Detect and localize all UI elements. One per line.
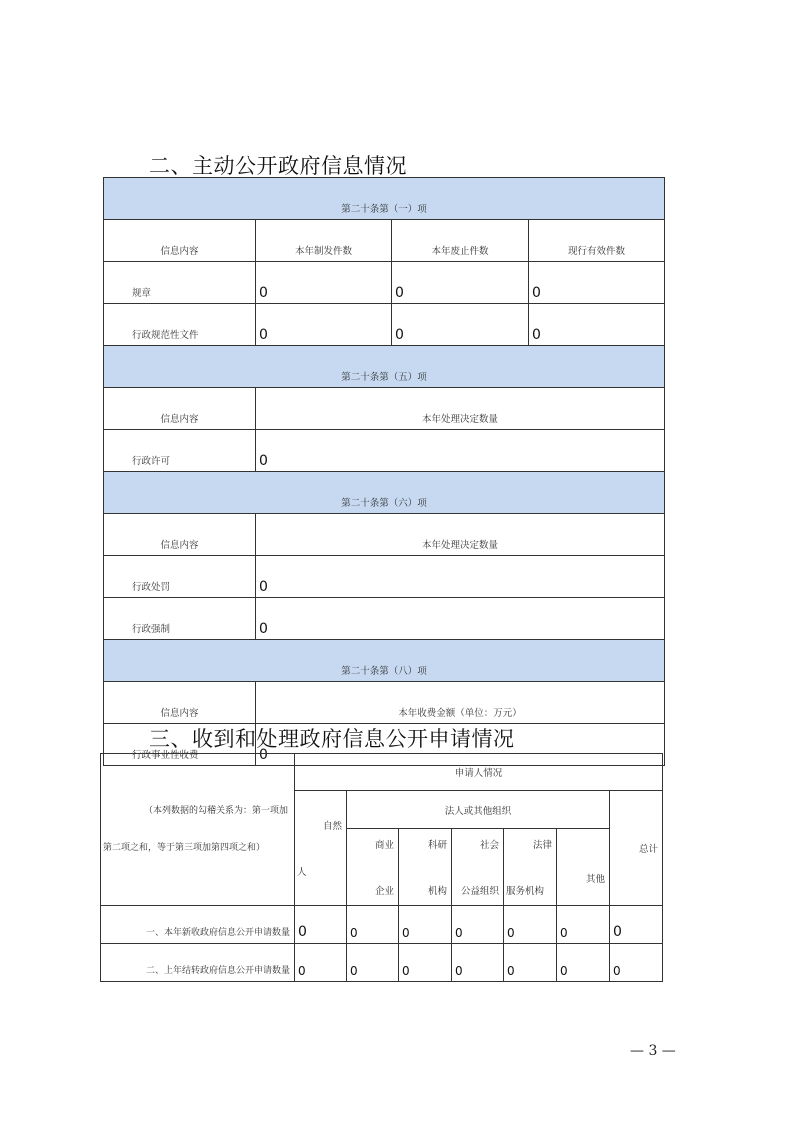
proactive-disclosure-table — [103, 177, 665, 766]
relationship-note — [101, 754, 295, 906]
other-header: 其他 — [557, 829, 610, 906]
cell-value: 0 — [504, 906, 557, 944]
table-row — [101, 906, 663, 944]
col-header-valid: 现行有效件数 — [529, 220, 665, 262]
cell-value: 0 — [256, 556, 665, 598]
applicant-header: 申请人情况 — [295, 754, 663, 791]
cell-value: 0 — [399, 944, 452, 982]
header-line-2: 企业 — [374, 886, 394, 897]
table-row — [101, 944, 663, 982]
col-header-issued: 本年制发件数 — [256, 220, 392, 262]
header-line-2: 公益组织 — [460, 886, 499, 897]
row-label: 规章 — [104, 262, 256, 304]
cell-value: 0 — [452, 906, 504, 944]
header-line-1: 科研 — [427, 840, 447, 851]
item1-header-row — [104, 178, 665, 220]
cell-value: 0 — [256, 598, 665, 640]
section-3-title: 三、收到和处理政府信息公开申请情况 — [149, 727, 515, 751]
cell-value: 0 — [295, 944, 347, 982]
cell-value: 0 — [256, 304, 392, 346]
applicant-header-row — [101, 754, 663, 791]
cell-value: 0 — [610, 944, 663, 982]
row-label: 行政许可 — [104, 430, 256, 472]
table-row — [104, 304, 665, 346]
page-number: — 3 — — [630, 1043, 676, 1059]
table-row — [104, 262, 665, 304]
row-label: 行政处罚 — [104, 556, 256, 598]
item8-column-row — [104, 682, 665, 724]
natural-person-line-1: 自然 — [322, 821, 342, 832]
item5-column-row — [104, 388, 665, 430]
cell-value: 0 — [557, 906, 610, 944]
cell-value: 0 — [452, 944, 504, 982]
cell-value: 0 — [295, 906, 347, 944]
cell-value: 0 — [529, 304, 665, 346]
natural-person-header — [295, 791, 347, 906]
legal-entity-header: 法人或其他组织 — [347, 791, 610, 829]
header-line-2: 机构 — [427, 886, 447, 897]
cell-value: 0 — [256, 262, 392, 304]
cell-value: 0 — [529, 262, 665, 304]
item5-header: 第二十条第（五）项 — [104, 346, 665, 388]
item1-header: 第二十条第（一）项 — [104, 178, 665, 220]
note-line-1: （本列数据的勾稽关系为：第一项加 — [143, 805, 288, 816]
cell-value: 0 — [347, 944, 399, 982]
col-header-abolished: 本年废止件数 — [392, 220, 529, 262]
col-header-decisions: 本年处理决定数量 — [256, 514, 665, 556]
cell-value: 0 — [504, 944, 557, 982]
cell-value: 0 — [347, 906, 399, 944]
social-welfare-org-header — [452, 829, 504, 906]
row-label: 行政事业性收费 — [104, 724, 256, 766]
cell-value: 0 — [256, 724, 665, 766]
header-line-1: 法律 — [532, 840, 552, 851]
total-header: 总计 — [610, 791, 663, 906]
col-header-info-content: 信息内容 — [104, 220, 256, 262]
row-label: 行政强制 — [104, 598, 256, 640]
cell-value: 0 — [256, 430, 665, 472]
section-2-title: 二、主动公开政府信息情况 — [149, 154, 407, 178]
item8-header: 第二十条第（八）项 — [104, 640, 665, 682]
application-table — [100, 753, 663, 982]
col-header-info-content: 信息内容 — [104, 514, 256, 556]
cell-value: 0 — [392, 304, 529, 346]
item6-column-row — [104, 514, 665, 556]
legal-service-org-header — [504, 829, 557, 906]
col-header-decisions: 本年处理决定数量 — [256, 388, 665, 430]
cell-value: 0 — [610, 906, 663, 944]
item1-column-row — [104, 220, 665, 262]
table-row — [104, 430, 665, 472]
commercial-enterprise-header — [347, 829, 399, 906]
table-row — [104, 556, 665, 598]
col-header-fee-amount: 本年收费金额（单位：万元） — [256, 682, 665, 724]
cell-value: 0 — [392, 262, 529, 304]
research-institution-header — [399, 829, 452, 906]
item5-header-row — [104, 346, 665, 388]
item6-header-row — [104, 472, 665, 514]
cell-value: 0 — [399, 906, 452, 944]
item8-header-row — [104, 640, 665, 682]
header-line-2: 服务机构 — [506, 886, 545, 897]
item6-header: 第二十条第（六）项 — [104, 472, 665, 514]
cell-value: 0 — [557, 944, 610, 982]
header-line-1: 社会 — [479, 840, 499, 851]
row-label: 一、本年新收政府信息公开申请数量 — [101, 906, 295, 944]
table-row — [104, 598, 665, 640]
note-line-2: 第二项之和，等于第三项加第四项之和） — [103, 842, 266, 853]
natural-person-line-2: 人 — [297, 867, 307, 878]
header-line-1: 商业 — [374, 840, 394, 851]
row-label: 二、上年结转政府信息公开申请数量 — [101, 944, 295, 982]
col-header-info-content: 信息内容 — [104, 388, 256, 430]
row-label: 行政规范性文件 — [104, 304, 256, 346]
col-header-info-content: 信息内容 — [104, 682, 256, 724]
